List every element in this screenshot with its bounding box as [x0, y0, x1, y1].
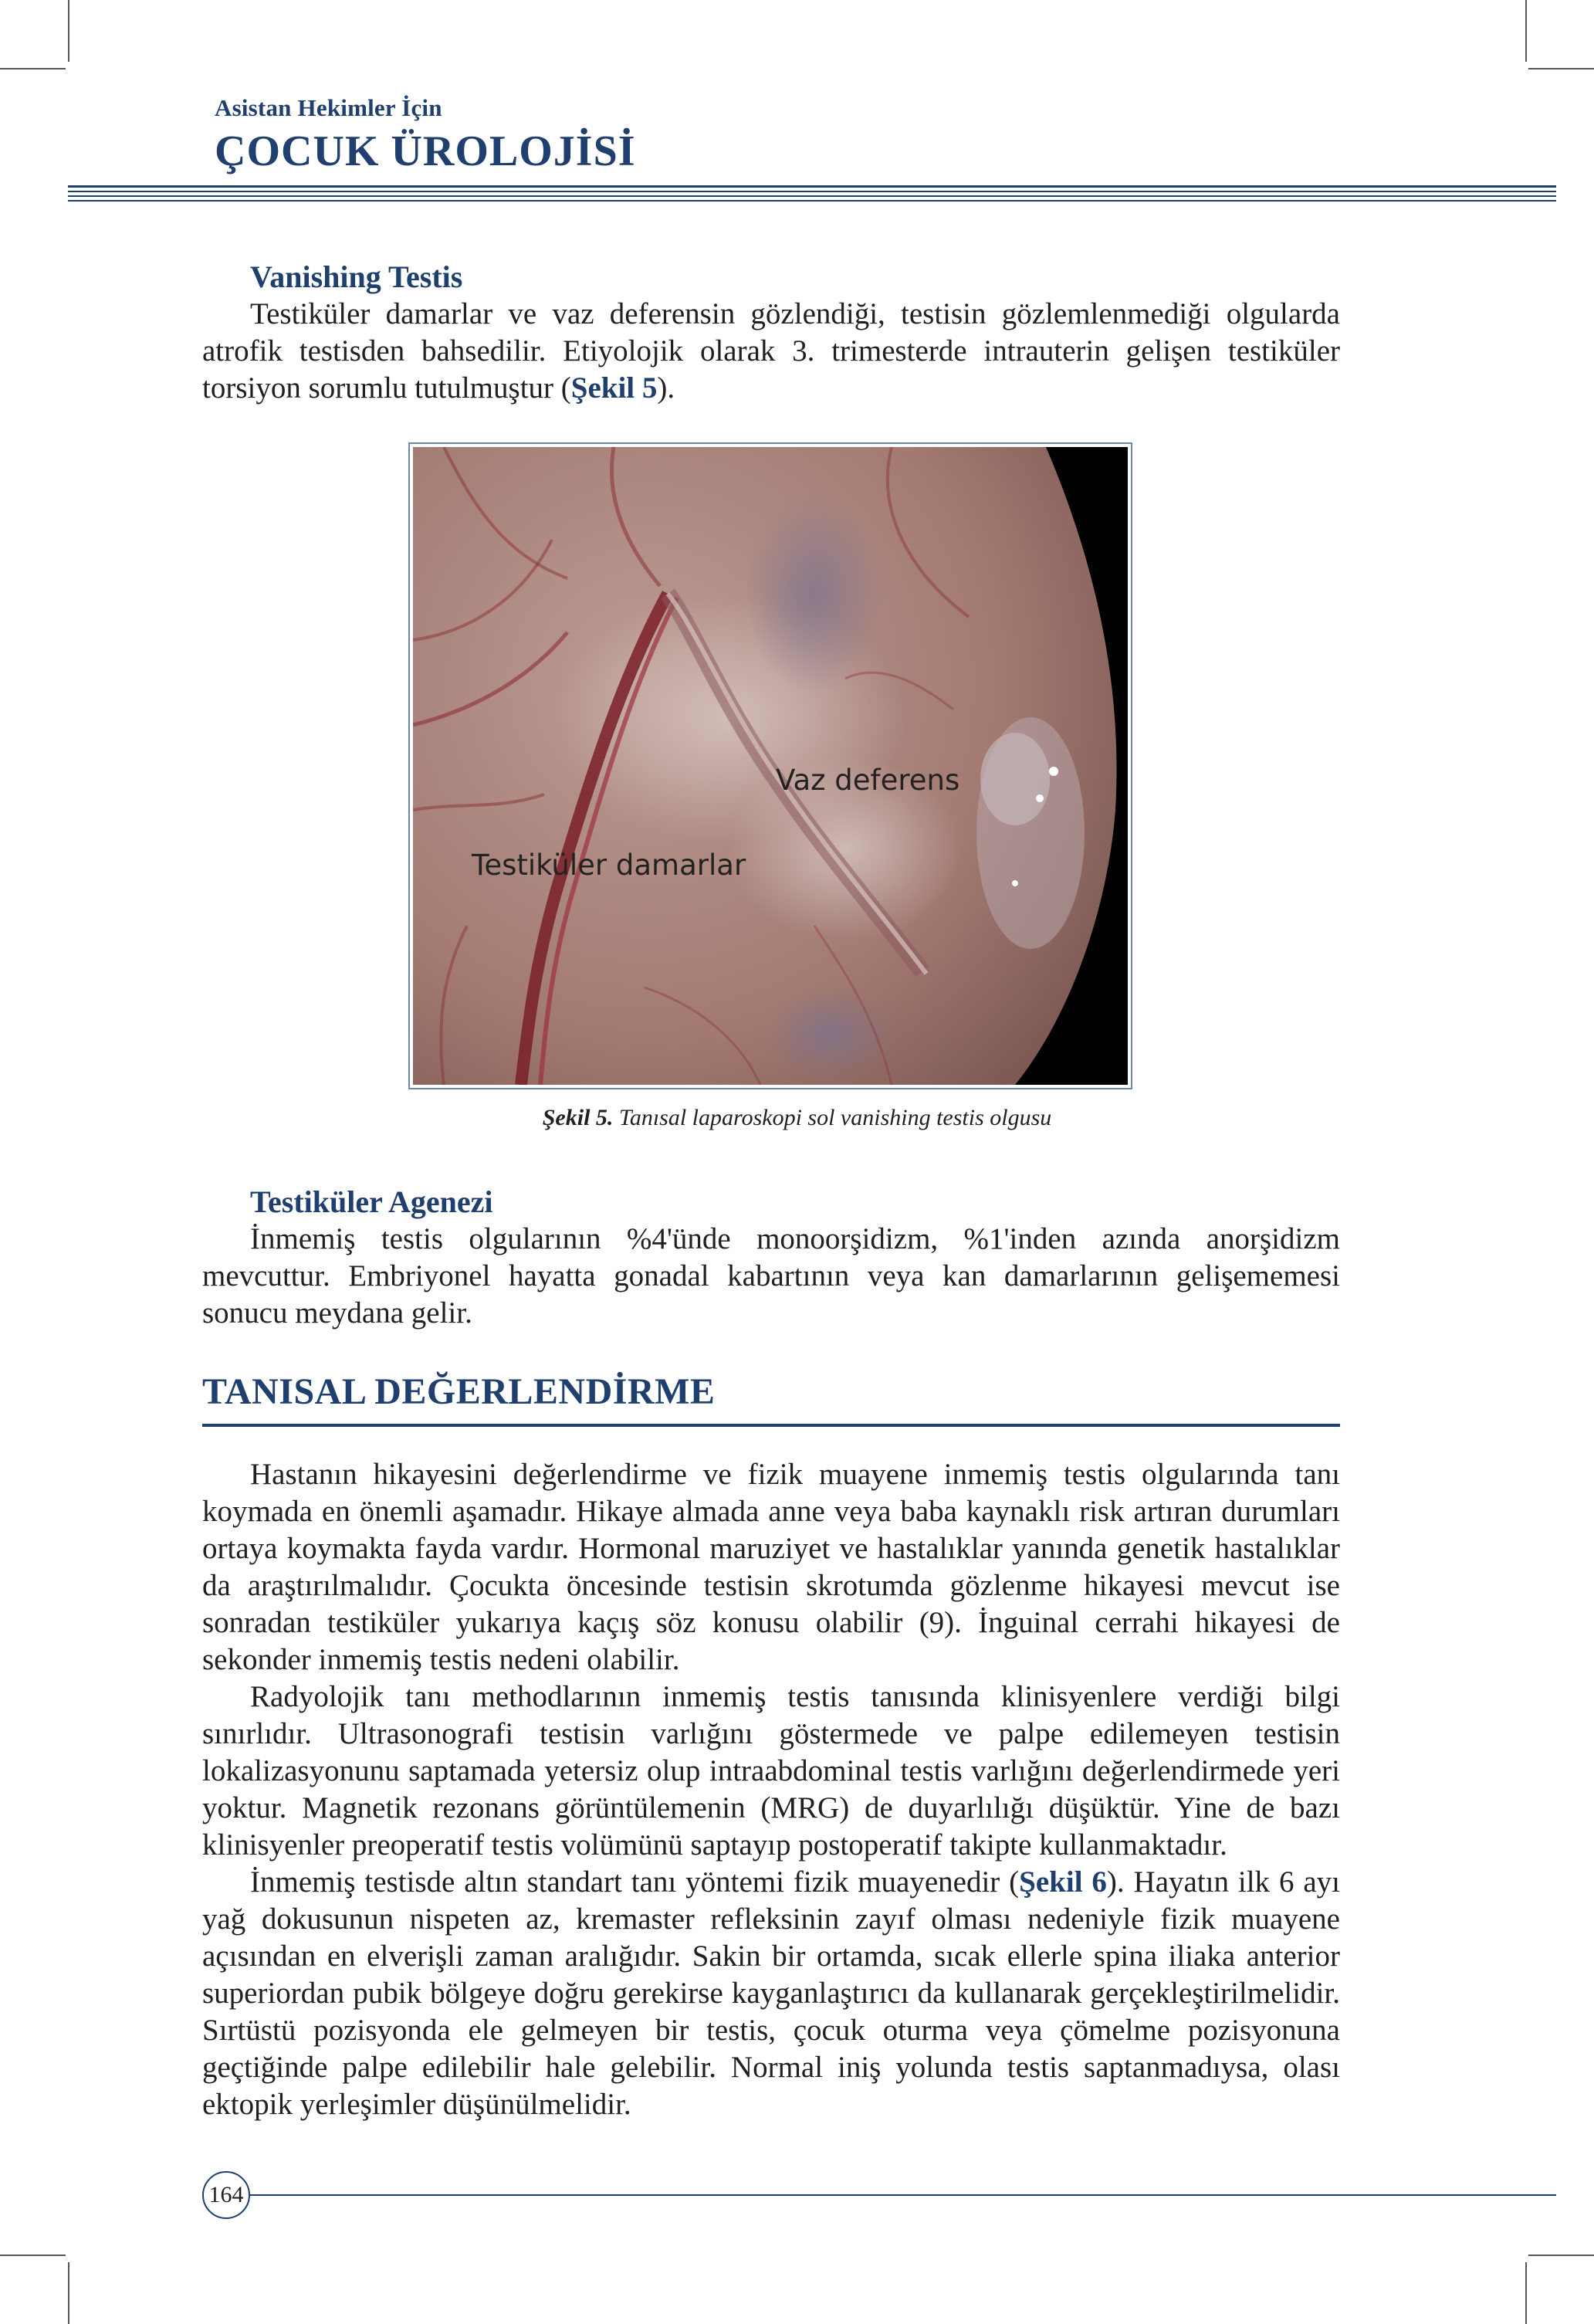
crop-mark [1528, 2255, 1594, 2256]
section-heading-tanisal-degerlendirme: TANISAL DEĞERLENDİRME [202, 1371, 716, 1412]
crop-mark [1525, 0, 1527, 62]
figure-reference-link[interactable]: Şekil 6 [1019, 1865, 1107, 1899]
crop-mark [0, 68, 66, 69]
figure-caption-text: Tanısal laparoskopi sol vanishing testis olgusu [618, 1105, 1052, 1130]
paragraph: Hastanın hikayesini değerlendirme ve fizik muayene inmemiş testis olgularında tanı koymada en önemli aşamadır. Hikaye almada anne veya baba kaynaklı risk artıran durumları ortaya koymakta fayda vardır. Hormonal maruziyet ve hastalıklar yanında genetik hastalıklar da araştırılmalıdır. Çocukta öncesinde testisin skrotumda gözlenme hikayesi mevcut ise sonradan testiküler yukarıya kaçış söz konusu olabilir (9). İnguinal cerrahi hikayesi de sekonder inmemiş testis nedeni olabilir. [202, 1458, 1340, 1676]
crop-mark [1528, 68, 1594, 69]
figure-reference-link[interactable]: Şekil 5 [570, 371, 658, 405]
running-header-title: ÇOCUK ÜROLOJİSİ [215, 127, 636, 175]
paragraph: İnmemiş testisde altın standart tanı yöntemi fizik muayenedir (Şekil 6). Hayatın ilk 6 ayı yağ dokusunun nispeten az, kremaster refleksinin zayıf olması nedeniyle fizik muayene açısından en elverişli zaman aralığıdır. Sakin bir ortamda, sıcak ellerle spina iliaka anterior superiordan pubik bölgeye doğru gerekirse kayganlaştırıcı da kullanarak gerçekleştirilmelidir. Sırtüstü pozisyonda ele gelmeyen bir testis, çocuk oturma veya çömelme pozisyonuna geçtiğinde palpe edilebilir hale gelebilir. Normal iniş yolunda testis saptanmadıysa, olası ektopik yerleşimler düşünülmelidir. [202, 1865, 1340, 2121]
subheading-testikuler-agenezi: Testiküler Agenezi [250, 1184, 493, 1219]
crop-mark [1525, 2262, 1527, 2324]
figure-caption [0, 1105, 1594, 1131]
header-rule [68, 185, 1556, 208]
figure-laparoscopy [408, 442, 1132, 1089]
crop-mark [68, 0, 69, 62]
crop-mark [0, 2255, 66, 2256]
crop-mark [68, 2262, 69, 2324]
figure-caption-label: Şekil 5. [542, 1105, 614, 1130]
section-tanisal-degerlendirme-body [202, 1456, 1340, 2123]
paragraph: Radyolojik tanı methodlarının inmemiş testis tanısında klinisyenlere verdiği bilgi sınırlıdır. Ultrasonografi testisin varlığını göstermede ve palpe edilemeyen testisin lokalizasyonunu saptamada yetersiz olup intraabdominal testis varlığını değerlendirmede yeri yoktur. Magnetik rezonans görüntülemenin (MRG) de duyarlılığı düşüktür. Yine de bazı klinisyenler preoperatif testis volümünü saptayıp postoperatif takipte kullanmaktadır. [202, 1680, 1340, 1862]
footer-rule [250, 2194, 1556, 2196]
figure-label-vaz-deferens: Vaz deferens [776, 764, 960, 797]
section-rule [202, 1424, 1340, 1427]
section-testikuler-agenezi [202, 1184, 1340, 1332]
paragraph: Testiküler damarlar ve vaz deferensin gözlendiği, testisin gözlemlenmediği olgularda atrofik testisden bahsedilir. Etiyolojik olarak 3. trimesterde intrauterin gelişen testiküler torsiyon sorumlu tutulmuştur (Şekil 5). [202, 297, 1340, 405]
subheading-vanishing-testis: Vanishing Testis [250, 259, 463, 294]
section-vanishing-testis [202, 259, 1340, 407]
page-number: 164 [202, 2171, 250, 2219]
running-header-subtitle: Asistan Hekimler İçin [215, 94, 442, 121]
laparoscopy-photo [413, 447, 1128, 1085]
paragraph: İnmemiş testis olgularının %4'ünde monoorşidizm, %1'inden azında anorşidizm mevcuttur. Embriyonel hayatta gonadal kabartının veya kan damarlarının gelişememesi sonucu meydana gelir. [202, 1222, 1340, 1330]
figure-label-testikuler-damarlar: Testiküler damarlar [472, 849, 746, 882]
